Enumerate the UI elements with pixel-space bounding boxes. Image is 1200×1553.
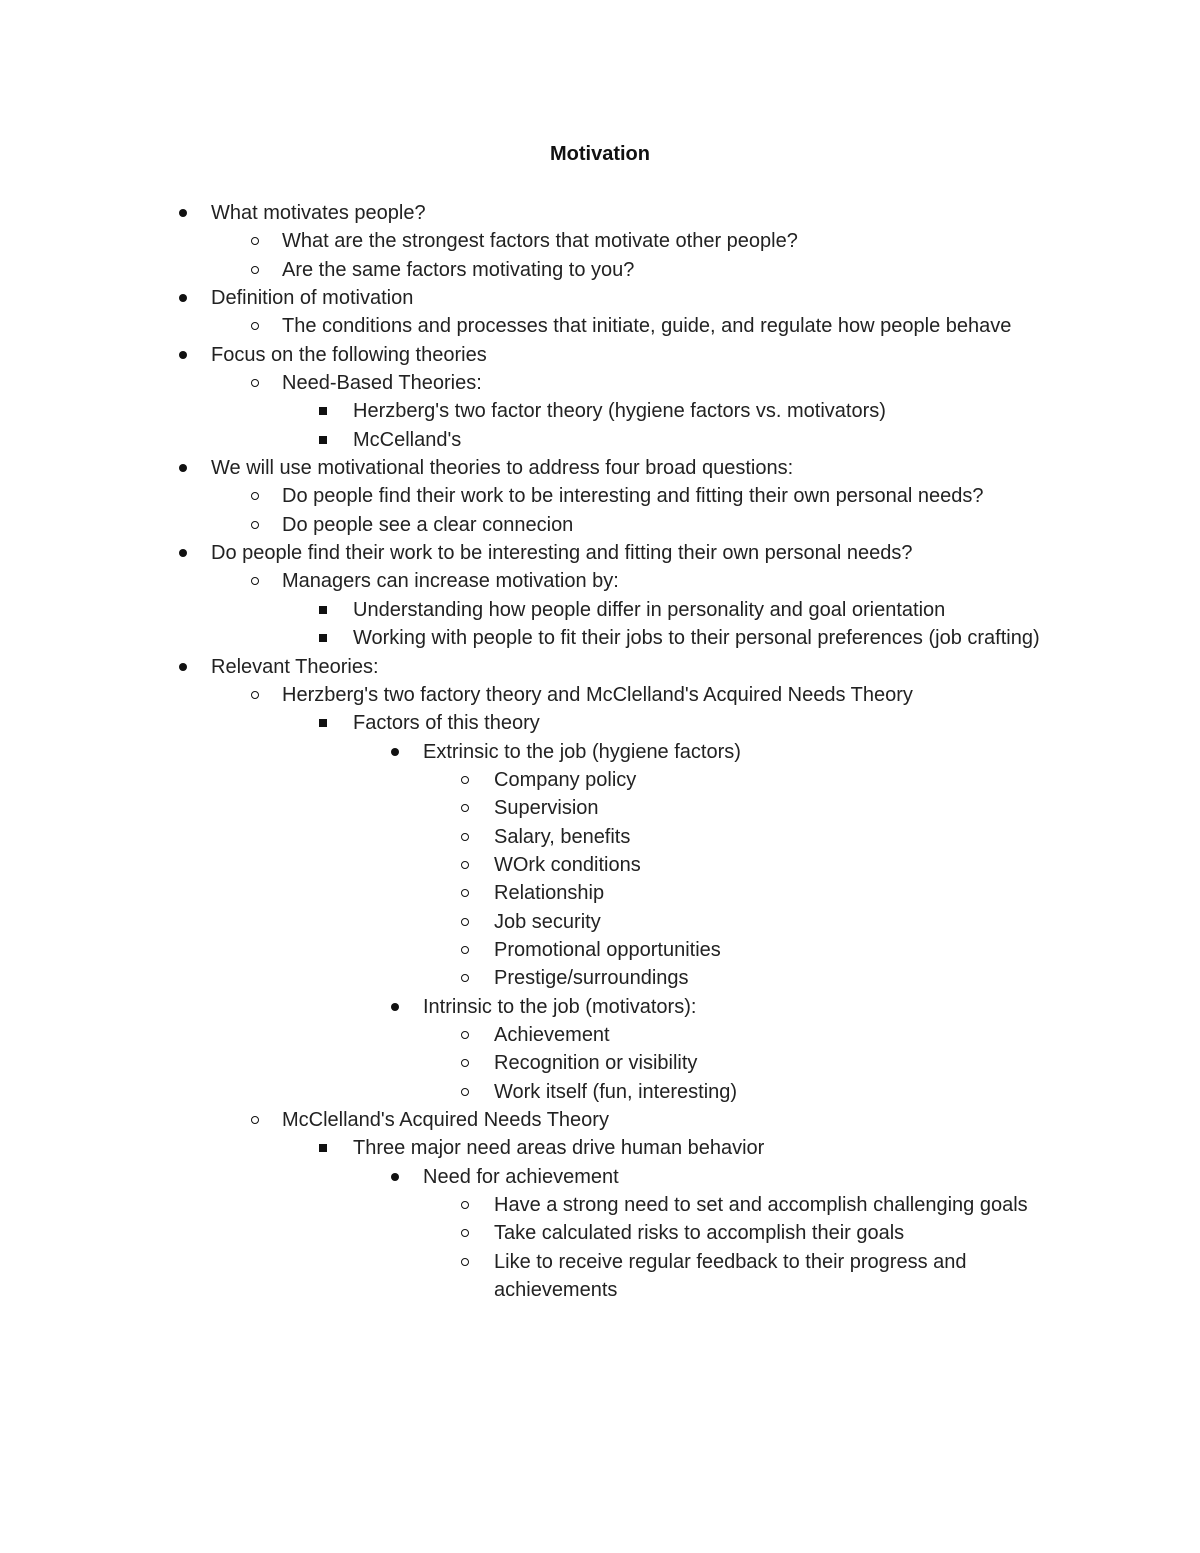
list-item-text: Herzberg's two factory theory and McClelland's Acquired Needs Theory bbox=[282, 683, 913, 706]
list-item bbox=[0, 567, 1200, 595]
bullet-disc-icon bbox=[179, 351, 187, 359]
list-item bbox=[0, 1191, 1200, 1219]
bullet-disc-icon bbox=[391, 1173, 399, 1181]
bullet-circle-icon bbox=[461, 1258, 469, 1266]
list-item bbox=[0, 993, 1200, 1021]
list-item bbox=[0, 482, 1200, 510]
bullet-circle-icon bbox=[251, 322, 259, 330]
list-item bbox=[0, 596, 1200, 624]
bullet-disc-icon bbox=[179, 663, 187, 671]
list-item bbox=[0, 1134, 1200, 1162]
bullet-disc-icon bbox=[179, 549, 187, 557]
list-item-text: Are the same factors motivating to you? bbox=[282, 258, 635, 281]
list-item bbox=[0, 397, 1200, 425]
list-item-text: Promotional opportunities bbox=[494, 938, 721, 961]
list-item-text: We will use motivational theories to address four broad questions: bbox=[211, 457, 794, 480]
bullet-circle-icon bbox=[251, 266, 259, 274]
list-item bbox=[0, 199, 1200, 227]
list-item bbox=[0, 284, 1200, 312]
bullet-circle-icon bbox=[251, 577, 259, 585]
bullet-disc-icon bbox=[179, 464, 187, 472]
bullet-square-icon bbox=[319, 719, 327, 727]
bullet-circle-icon bbox=[461, 1201, 469, 1209]
list-item bbox=[0, 1106, 1200, 1134]
bullet-disc-icon bbox=[391, 748, 399, 756]
list-item bbox=[0, 1219, 1200, 1247]
bullet-circle-icon bbox=[461, 1088, 469, 1096]
list-item-text: What motivates people? bbox=[211, 202, 426, 224]
list-item bbox=[0, 964, 1200, 992]
list-item-text: Need for achievement bbox=[423, 1165, 619, 1188]
list-item-text: Working with people to fit their jobs to their personal preferences (job crafting) bbox=[353, 627, 1040, 650]
list-item bbox=[0, 1248, 1200, 1305]
bullet-circle-icon bbox=[461, 833, 469, 841]
bullet-disc-icon bbox=[391, 1003, 399, 1011]
list-item bbox=[0, 511, 1200, 539]
bullet-circle-icon bbox=[461, 889, 469, 897]
list-item-text: What are the strongest factors that motivate other people? bbox=[282, 230, 798, 253]
bullet-circle-icon bbox=[461, 946, 469, 954]
list-item-text: Like to receive regular feedback to their progress and achievements bbox=[494, 1250, 967, 1302]
list-item-text: Job security bbox=[494, 910, 601, 933]
bullet-circle-icon bbox=[251, 379, 259, 387]
list-item bbox=[0, 653, 1200, 681]
bullet-square-icon bbox=[319, 407, 327, 415]
list-item bbox=[0, 851, 1200, 879]
bullet-square-icon bbox=[319, 634, 327, 642]
list-item-text: Focus on the following theories bbox=[211, 343, 487, 366]
list-item-text: Company policy bbox=[494, 768, 637, 791]
list-item-text: Supervision bbox=[494, 797, 599, 820]
list-item-text: Managers can increase motivation by: bbox=[282, 570, 619, 593]
list-item-text: Factors of this theory bbox=[353, 712, 540, 735]
bullet-disc-icon bbox=[179, 209, 187, 217]
list-item bbox=[0, 369, 1200, 397]
bullet-square-icon bbox=[319, 606, 327, 614]
bullet-circle-icon bbox=[251, 1116, 259, 1124]
document-title: Motivation bbox=[550, 143, 650, 165]
list-item bbox=[0, 312, 1200, 340]
list-item bbox=[0, 1078, 1200, 1106]
list-item-text: Need-Based Theories: bbox=[282, 372, 482, 395]
bullet-circle-icon bbox=[251, 492, 259, 500]
list-item-text: The conditions and processes that initiate, guide, and regulate how people behave bbox=[282, 315, 1012, 338]
list-item-text: Achievement bbox=[494, 1023, 610, 1046]
bullet-circle-icon bbox=[461, 918, 469, 926]
bullet-square-icon bbox=[319, 436, 327, 444]
list-item-text: Do people find their work to be interesting and fitting their own personal needs? bbox=[282, 485, 984, 508]
bullet-circle-icon bbox=[251, 521, 259, 529]
bullet-circle-icon bbox=[461, 1031, 469, 1039]
list-item bbox=[0, 738, 1200, 766]
list-item bbox=[0, 341, 1200, 369]
list-item bbox=[0, 1021, 1200, 1049]
list-item bbox=[0, 709, 1200, 737]
list-item bbox=[0, 624, 1200, 652]
list-item-text: Salary, benefits bbox=[494, 825, 631, 848]
list-item bbox=[0, 454, 1200, 482]
list-item-text: Extrinsic to the job (hygiene factors) bbox=[423, 740, 741, 763]
list-item-text: Intrinsic to the job (motivators): bbox=[423, 995, 697, 1018]
list-item-text: Work itself (fun, interesting) bbox=[494, 1080, 738, 1103]
bullet-circle-icon bbox=[461, 1229, 469, 1237]
list-item-text: Do people see a clear connecion bbox=[282, 513, 574, 536]
bullet-disc-icon bbox=[179, 294, 187, 302]
list-item-text: Do people find their work to be interesting and fitting their own personal needs? bbox=[211, 542, 913, 565]
list-item-text: McClelland's Acquired Needs Theory bbox=[282, 1109, 609, 1131]
list-item bbox=[0, 1049, 1200, 1077]
list-item-text: McCelland's bbox=[353, 428, 462, 451]
bullet-circle-icon bbox=[461, 974, 469, 982]
bullet-circle-icon bbox=[461, 804, 469, 812]
list-item-text: WOrk conditions bbox=[494, 853, 641, 876]
list-item-text: Herzberg's two factor theory (hygiene factors vs. motivators) bbox=[353, 400, 886, 423]
bullet-outline bbox=[0, 199, 1200, 1304]
list-item-text: Three major need areas drive human behavior bbox=[353, 1137, 765, 1160]
list-item-text: Understanding how people differ in personality and goal orientation bbox=[353, 598, 946, 621]
list-item-text: Definition of motivation bbox=[211, 287, 414, 310]
list-item-text: Relevant Theories: bbox=[211, 655, 379, 678]
list-item-text: Recognition or visibility bbox=[494, 1052, 698, 1075]
list-item-text: Take calculated risks to accomplish their goals bbox=[494, 1222, 905, 1245]
bullet-circle-icon bbox=[461, 1059, 469, 1067]
list-item bbox=[0, 908, 1200, 936]
list-item bbox=[0, 227, 1200, 255]
list-item bbox=[0, 823, 1200, 851]
list-item bbox=[0, 794, 1200, 822]
bullet-circle-icon bbox=[461, 776, 469, 784]
list-item bbox=[0, 681, 1200, 709]
list-item bbox=[0, 766, 1200, 794]
list-item-text: Have a strong need to set and accomplish challenging goals bbox=[494, 1194, 1028, 1217]
bullet-square-icon bbox=[319, 1144, 327, 1152]
bullet-circle-icon bbox=[251, 691, 259, 699]
list-item bbox=[0, 936, 1200, 964]
bullet-circle-icon bbox=[251, 237, 259, 245]
list-item-text: Prestige/surroundings bbox=[494, 967, 689, 990]
list-item bbox=[0, 256, 1200, 284]
bullet-circle-icon bbox=[461, 861, 469, 869]
list-item bbox=[0, 539, 1200, 567]
list-item bbox=[0, 1163, 1200, 1191]
list-item-text: Relationship bbox=[494, 882, 605, 905]
list-item bbox=[0, 426, 1200, 454]
list-item bbox=[0, 879, 1200, 907]
